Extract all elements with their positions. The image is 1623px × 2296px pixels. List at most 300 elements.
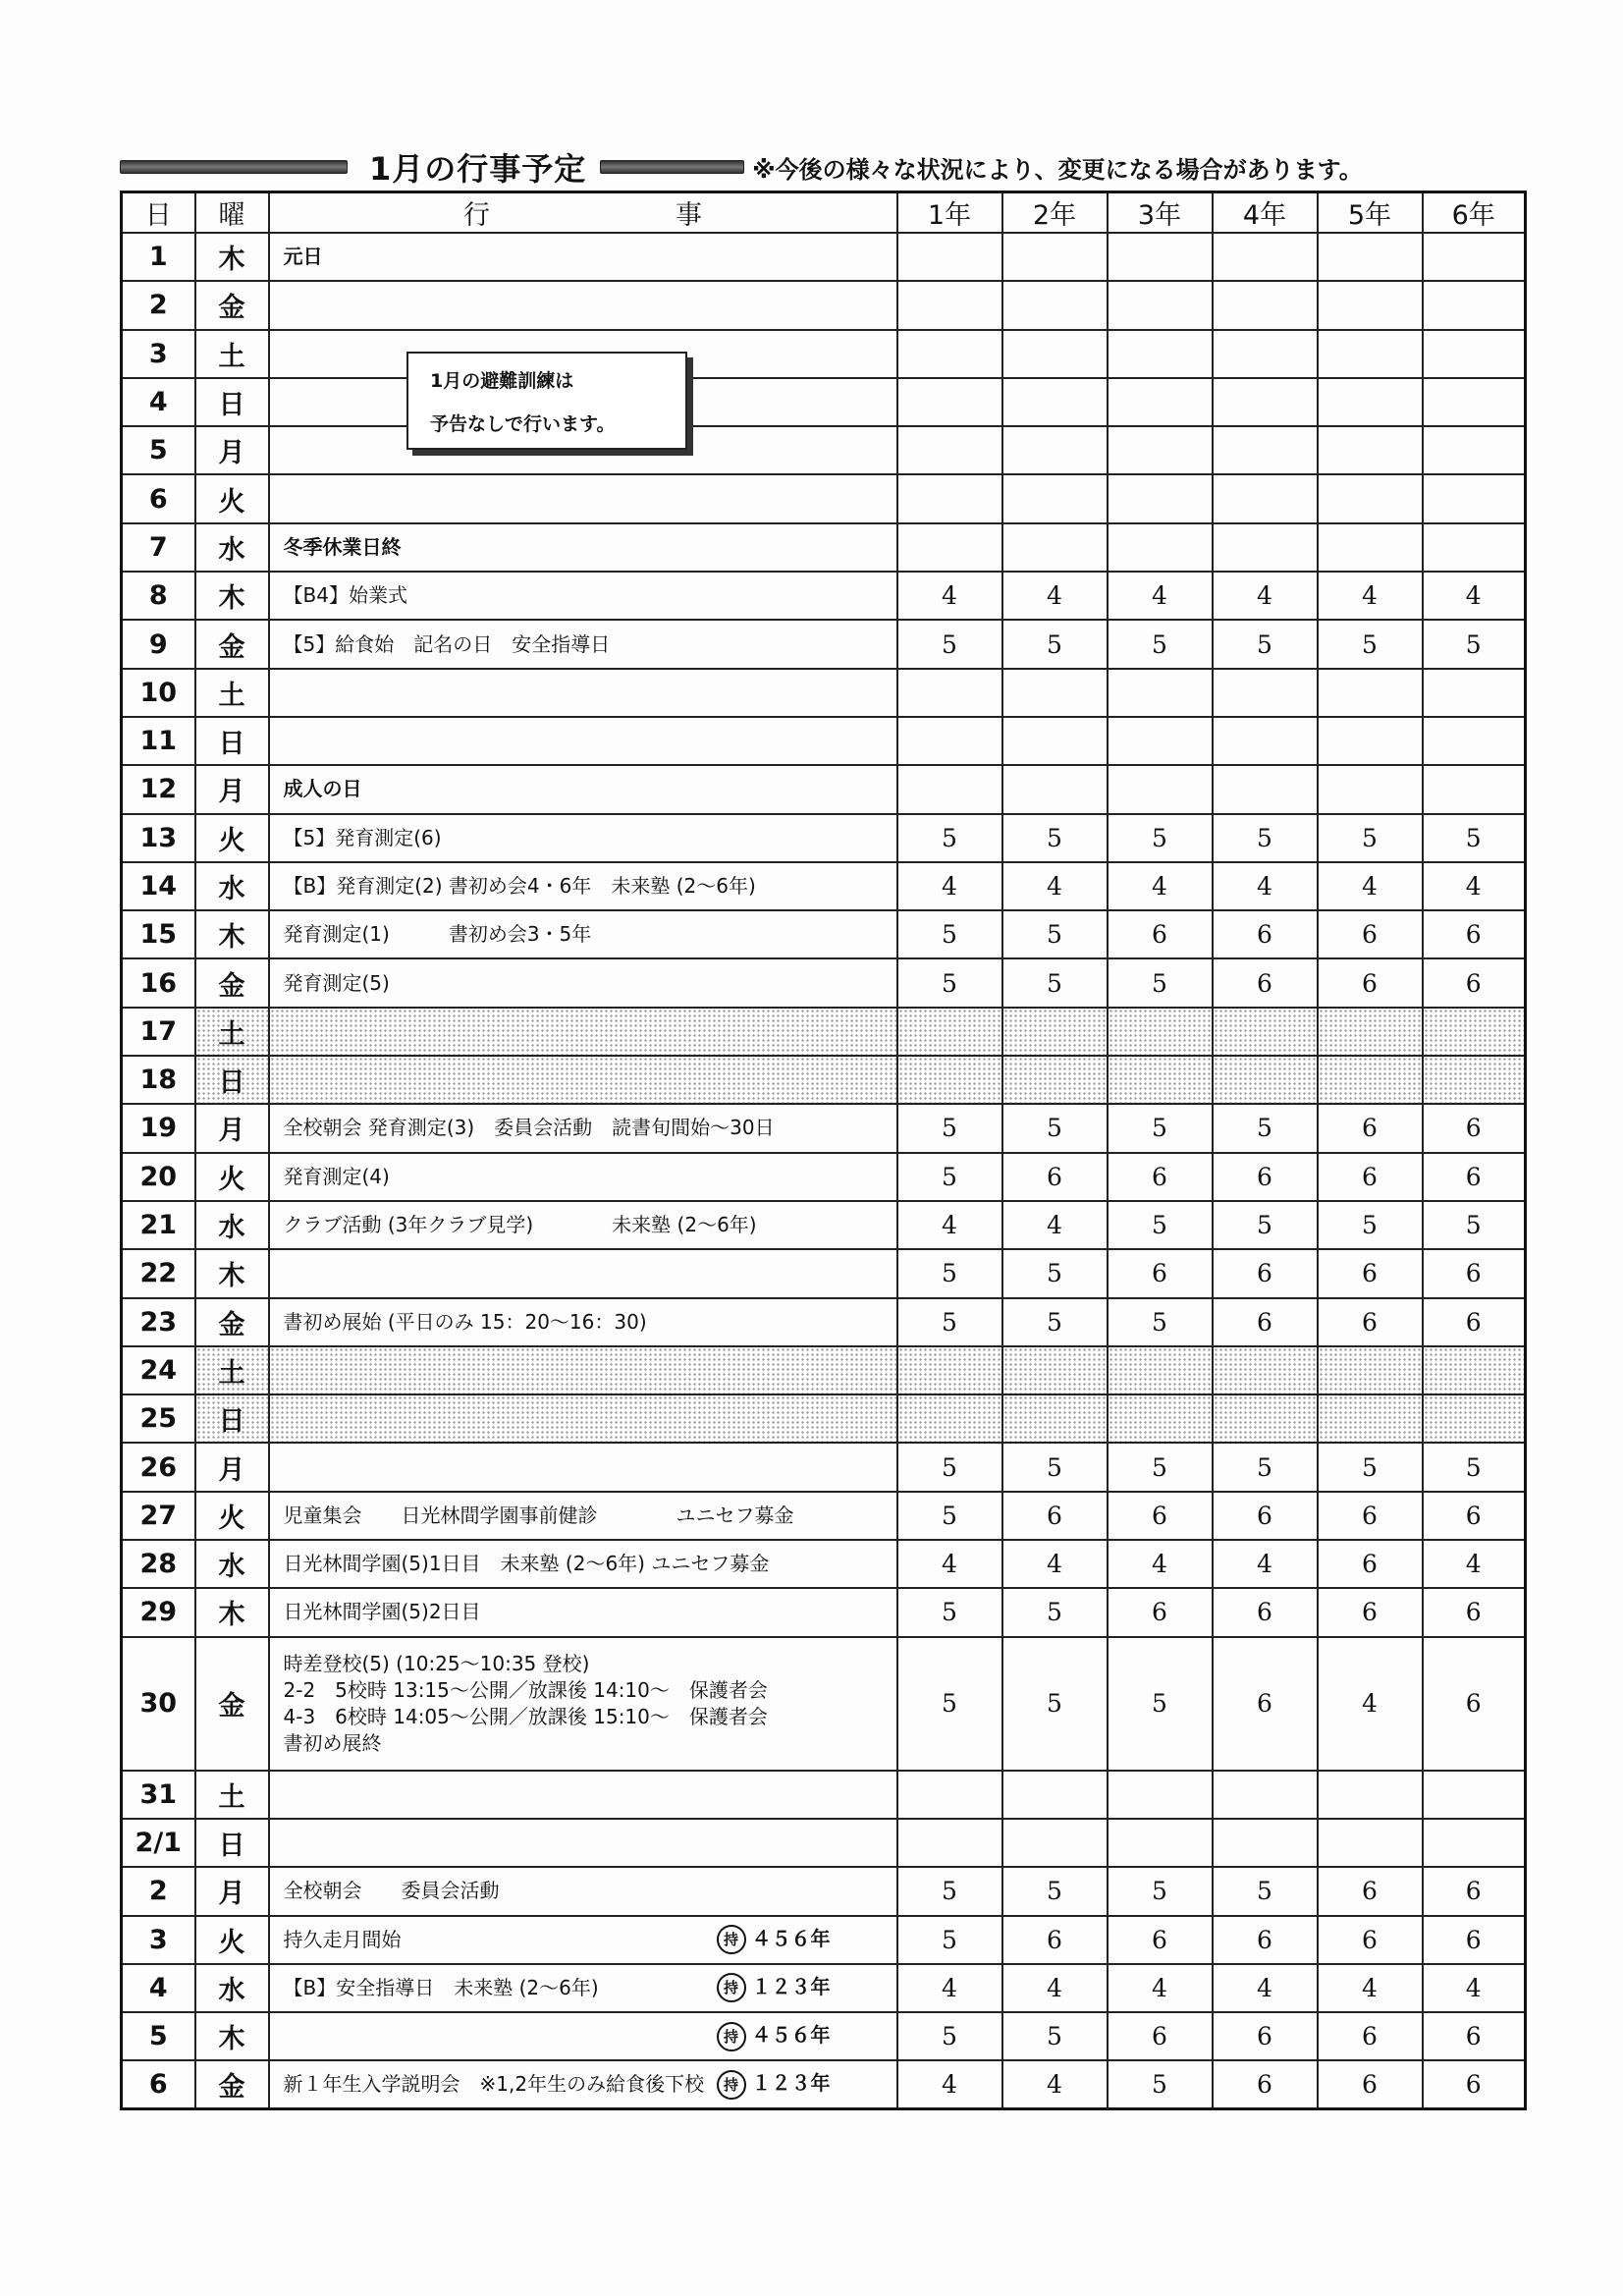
day-cell: 27 <box>122 1492 195 1540</box>
grade-6-periods <box>1423 1346 1526 1394</box>
event-cell: 全校朝会 発育測定(3) 委員会活動 読書旬間始〜30日 <box>269 1104 897 1152</box>
grade-4-periods <box>1213 1394 1318 1443</box>
mochi-grades: １２３年 <box>751 2071 831 2096</box>
weekday-cell: 火 <box>195 474 269 522</box>
day-cell: 3 <box>122 330 195 378</box>
grade-3-periods: 4 <box>1108 572 1213 620</box>
grade-1-periods: 4 <box>897 862 1002 910</box>
grade-6-periods: 6 <box>1423 910 1526 958</box>
weekday-cell: 金 <box>195 281 269 329</box>
grade-4-periods <box>1213 378 1318 426</box>
weekday-cell: 月 <box>195 1867 269 1915</box>
table-row <box>122 1492 1526 1540</box>
day-cell: 3 <box>122 1916 195 1964</box>
weekday-cell: 土 <box>195 669 269 717</box>
note-line-1: 1月の避難訓練は <box>430 370 574 392</box>
grade-6-periods: 6 <box>1423 2012 1526 2060</box>
grade-2-periods: 5 <box>1002 1298 1108 1346</box>
table-row <box>122 862 1526 910</box>
grade-1-periods: 5 <box>897 1588 1002 1636</box>
grade-2-periods <box>1002 1008 1108 1056</box>
grade-6-periods: 4 <box>1423 862 1526 910</box>
table-row <box>122 1916 1526 1964</box>
grade-6-periods: 5 <box>1423 620 1526 668</box>
grade-2-periods: 5 <box>1002 2012 1108 2060</box>
col-grade-6: 6年 <box>1423 192 1526 234</box>
grade-1-periods: 5 <box>897 1153 1002 1201</box>
table-row <box>122 1771 1526 1819</box>
day-cell: 21 <box>122 1201 195 1249</box>
grade-1-periods: 5 <box>897 1867 1002 1915</box>
event-cell <box>269 2060 897 2108</box>
grade-5-periods <box>1318 1056 1423 1104</box>
day-cell: 5 <box>122 426 195 474</box>
table-row <box>122 765 1526 813</box>
grade-3-periods: 5 <box>1108 1867 1213 1915</box>
event-cell: 【5】発育測定(6) <box>269 814 897 862</box>
grade-3-periods <box>1108 717 1213 765</box>
event-text: 持久走月間始 <box>283 1927 402 1951</box>
event-cell: 成人の日 <box>269 765 897 813</box>
weekday-cell: 木 <box>195 1249 269 1297</box>
endurance-run-badge <box>717 1925 831 1954</box>
event-cell: クラブ活動 (3年クラブ見学) 未来塾 (2〜6年) <box>269 1201 897 1249</box>
day-cell: 4 <box>122 378 195 426</box>
grade-4-periods <box>1213 765 1318 813</box>
event-cell: 日光林間学園(5)2日目 <box>269 1588 897 1636</box>
weekday-cell: 月 <box>195 1104 269 1152</box>
day-cell: 18 <box>122 1056 195 1104</box>
grade-5-periods: 6 <box>1318 1298 1423 1346</box>
grade-3-periods: 6 <box>1108 2012 1213 2060</box>
grade-2-periods <box>1002 330 1108 378</box>
weekday-cell: 土 <box>195 1771 269 1819</box>
day-cell: 6 <box>122 474 195 522</box>
grade-3-periods <box>1108 765 1213 813</box>
grade-3-periods <box>1108 669 1213 717</box>
grade-6-periods <box>1423 281 1526 329</box>
grade-5-periods <box>1318 669 1423 717</box>
grade-5-periods: 4 <box>1318 1964 1423 2012</box>
col-grade-4: 4年 <box>1213 192 1318 234</box>
grade-3-periods: 6 <box>1108 910 1213 958</box>
weekday-cell: 金 <box>195 1298 269 1346</box>
event-cell <box>269 1964 897 2012</box>
col-event: 行 事 <box>269 192 897 234</box>
day-cell: 13 <box>122 814 195 862</box>
event-cell <box>269 1443 897 1491</box>
table-row <box>122 378 1526 426</box>
event-cell: 発育測定(1) 書初め会3・5年 <box>269 910 897 958</box>
table-row <box>122 1249 1526 1297</box>
grade-2-periods <box>1002 1394 1108 1443</box>
weekday-cell: 土 <box>195 1346 269 1394</box>
grade-6-periods <box>1423 330 1526 378</box>
endurance-run-badge <box>717 2070 831 2100</box>
table-row <box>122 669 1526 717</box>
weekday-cell: 日 <box>195 1394 269 1443</box>
grade-5-periods: 4 <box>1318 862 1423 910</box>
header <box>120 145 1524 189</box>
grade-5-periods <box>1318 1771 1423 1819</box>
grade-6-periods: 6 <box>1423 1249 1526 1297</box>
day-cell: 25 <box>122 1394 195 1443</box>
grade-6-periods: 6 <box>1423 2060 1526 2108</box>
endurance-run-badge <box>717 1973 831 2002</box>
mochi-circle-icon: 持 <box>717 2022 746 2051</box>
grade-6-periods: 6 <box>1423 1153 1526 1201</box>
grade-5-periods: 6 <box>1318 1540 1423 1588</box>
grade-2-periods <box>1002 669 1108 717</box>
grade-1-periods: 5 <box>897 1104 1002 1152</box>
grade-4-periods <box>1213 233 1318 281</box>
grade-6-periods: 5 <box>1423 1201 1526 1249</box>
grade-3-periods <box>1108 281 1213 329</box>
grade-4-periods <box>1213 717 1318 765</box>
weekday-cell: 日 <box>195 1819 269 1867</box>
grade-4-periods: 6 <box>1213 910 1318 958</box>
grade-5-periods: 4 <box>1318 1637 1423 1771</box>
table-row <box>122 2060 1526 2108</box>
grade-6-periods <box>1423 426 1526 474</box>
weekday-cell: 木 <box>195 572 269 620</box>
grade-4-periods: 4 <box>1213 862 1318 910</box>
grade-6-periods <box>1423 1008 1526 1056</box>
day-cell: 1 <box>122 233 195 281</box>
grade-4-periods <box>1213 1346 1318 1394</box>
event-cell: 発育測定(5) <box>269 958 897 1007</box>
grade-6-periods <box>1423 523 1526 572</box>
grade-5-periods: 6 <box>1318 1588 1423 1636</box>
grade-1-periods <box>897 669 1002 717</box>
grade-1-periods <box>897 1346 1002 1394</box>
grade-5-periods: 6 <box>1318 1867 1423 1915</box>
grade-3-periods: 5 <box>1108 2060 1213 2108</box>
grade-3-periods <box>1108 523 1213 572</box>
weekday-cell: 木 <box>195 910 269 958</box>
grade-1-periods: 5 <box>897 1492 1002 1540</box>
grade-5-periods: 6 <box>1318 1916 1423 1964</box>
weekday-cell: 火 <box>195 1492 269 1540</box>
grade-5-periods <box>1318 1346 1423 1394</box>
grade-6-periods <box>1423 1819 1526 1867</box>
grade-3-periods: 6 <box>1108 1249 1213 1297</box>
grade-5-periods <box>1318 378 1423 426</box>
mochi-grades: ４５６年 <box>751 2023 831 2048</box>
grade-6-periods <box>1423 1394 1526 1443</box>
event-cell: 発育測定(4) <box>269 1153 897 1201</box>
event-cell <box>269 1394 897 1443</box>
day-cell: 6 <box>122 2060 195 2108</box>
col-grade-3: 3年 <box>1108 192 1213 234</box>
grade-4-periods <box>1213 1771 1318 1819</box>
weekday-cell: 水 <box>195 862 269 910</box>
day-cell: 24 <box>122 1346 195 1394</box>
grade-1-periods: 5 <box>897 910 1002 958</box>
mochi-circle-icon: 持 <box>717 1973 746 2002</box>
grade-1-periods: 5 <box>897 1298 1002 1346</box>
day-cell: 11 <box>122 717 195 765</box>
day-cell: 20 <box>122 1153 195 1201</box>
grade-6-periods: 6 <box>1423 1916 1526 1964</box>
table-row <box>122 1394 1526 1443</box>
table-row <box>122 620 1526 668</box>
grade-3-periods <box>1108 1819 1213 1867</box>
grade-3-periods <box>1108 426 1213 474</box>
grade-6-periods <box>1423 717 1526 765</box>
grade-3-periods <box>1108 474 1213 522</box>
day-cell: 29 <box>122 1588 195 1636</box>
grade-4-periods: 5 <box>1213 620 1318 668</box>
grade-6-periods: 4 <box>1423 1540 1526 1588</box>
grade-2-periods: 5 <box>1002 620 1108 668</box>
event-cell: 【5】給食始 記名の日 安全指導日 <box>269 620 897 668</box>
grade-6-periods <box>1423 378 1526 426</box>
event-cell <box>269 1056 897 1104</box>
col-grade-5: 5年 <box>1318 192 1423 234</box>
grade-2-periods: 4 <box>1002 1540 1108 1588</box>
table-row <box>122 1867 1526 1915</box>
grade-2-periods: 4 <box>1002 572 1108 620</box>
grade-1-periods: 5 <box>897 958 1002 1007</box>
event-cell <box>269 1008 897 1056</box>
grade-4-periods: 4 <box>1213 1964 1318 2012</box>
grade-4-periods <box>1213 1056 1318 1104</box>
grade-5-periods <box>1318 233 1423 281</box>
weekday-cell: 木 <box>195 233 269 281</box>
table-row <box>122 1056 1526 1104</box>
grade-3-periods <box>1108 1056 1213 1104</box>
grade-6-periods <box>1423 669 1526 717</box>
grade-5-periods <box>1318 1008 1423 1056</box>
weekday-cell: 金 <box>195 958 269 1007</box>
day-cell: 28 <box>122 1540 195 1588</box>
event-cell: 児童集会 日光林間学園事前健診 ユニセフ募金 <box>269 1492 897 1540</box>
title-bar-right <box>600 160 744 174</box>
day-cell: 30 <box>122 1637 195 1771</box>
grade-2-periods: 5 <box>1002 1637 1108 1771</box>
day-cell: 19 <box>122 1104 195 1152</box>
grade-3-periods <box>1108 233 1213 281</box>
grade-4-periods <box>1213 669 1318 717</box>
grade-4-periods: 6 <box>1213 1588 1318 1636</box>
grade-4-periods: 6 <box>1213 1492 1318 1540</box>
weekday-cell: 月 <box>195 765 269 813</box>
weekday-cell: 木 <box>195 1588 269 1636</box>
grade-5-periods: 5 <box>1318 620 1423 668</box>
grade-1-periods <box>897 330 1002 378</box>
grade-1-periods <box>897 1771 1002 1819</box>
grade-3-periods: 4 <box>1108 862 1213 910</box>
grade-2-periods: 5 <box>1002 1104 1108 1152</box>
table-row <box>122 1104 1526 1152</box>
table-row <box>122 233 1526 281</box>
grade-2-periods <box>1002 1771 1108 1819</box>
grade-1-periods: 4 <box>897 2060 1002 2108</box>
grade-1-periods <box>897 1394 1002 1443</box>
grade-4-periods: 4 <box>1213 1540 1318 1588</box>
grade-6-periods: 6 <box>1423 1298 1526 1346</box>
grade-2-periods: 6 <box>1002 1153 1108 1201</box>
grade-1-periods: 4 <box>897 1964 1002 2012</box>
weekday-cell: 水 <box>195 1964 269 2012</box>
table-row <box>122 1298 1526 1346</box>
day-cell: 14 <box>122 862 195 910</box>
day-cell: 17 <box>122 1008 195 1056</box>
grade-5-periods: 6 <box>1318 958 1423 1007</box>
grade-3-periods <box>1108 1771 1213 1819</box>
table-row <box>122 1008 1526 1056</box>
grade-2-periods <box>1002 233 1108 281</box>
grade-3-periods: 5 <box>1108 1298 1213 1346</box>
grade-5-periods: 6 <box>1318 1249 1423 1297</box>
weekday-cell: 日 <box>195 1056 269 1104</box>
evacuation-drill-note <box>406 352 687 450</box>
grade-4-periods: 5 <box>1213 1201 1318 1249</box>
grade-2-periods <box>1002 765 1108 813</box>
grade-3-periods: 5 <box>1108 814 1213 862</box>
weekday-cell: 土 <box>195 1008 269 1056</box>
grade-1-periods: 4 <box>897 572 1002 620</box>
grade-2-periods: 4 <box>1002 2060 1108 2108</box>
grade-1-periods <box>897 281 1002 329</box>
grade-1-periods <box>897 523 1002 572</box>
grade-4-periods <box>1213 426 1318 474</box>
day-cell: 2/1 <box>122 1819 195 1867</box>
weekday-cell: 金 <box>195 1637 269 1771</box>
grade-5-periods: 6 <box>1318 1104 1423 1152</box>
grade-6-periods <box>1423 474 1526 522</box>
grade-1-periods <box>897 717 1002 765</box>
table-row <box>122 958 1526 1007</box>
grade-6-periods: 6 <box>1423 958 1526 1007</box>
grade-4-periods: 5 <box>1213 814 1318 862</box>
grade-1-periods <box>897 233 1002 281</box>
grade-5-periods: 6 <box>1318 1492 1423 1540</box>
grade-2-periods <box>1002 1346 1108 1394</box>
grade-3-periods <box>1108 1394 1213 1443</box>
weekday-cell: 水 <box>195 1201 269 1249</box>
grade-2-periods: 4 <box>1002 1964 1108 2012</box>
event-cell <box>269 2012 897 2060</box>
table-row <box>122 910 1526 958</box>
grade-1-periods <box>897 1819 1002 1867</box>
table-row <box>122 474 1526 522</box>
grade-5-periods: 6 <box>1318 2060 1423 2108</box>
mochi-circle-icon: 持 <box>717 2070 746 2100</box>
grade-6-periods: 6 <box>1423 1588 1526 1636</box>
grade-4-periods: 6 <box>1213 1249 1318 1297</box>
endurance-run-badge <box>717 2022 831 2051</box>
grade-2-periods <box>1002 426 1108 474</box>
grade-5-periods: 5 <box>1318 1201 1423 1249</box>
grade-1-periods <box>897 378 1002 426</box>
grade-5-periods: 6 <box>1318 910 1423 958</box>
grade-2-periods <box>1002 1056 1108 1104</box>
grade-6-periods: 6 <box>1423 1492 1526 1540</box>
grade-4-periods: 4 <box>1213 572 1318 620</box>
event-cell <box>269 1771 897 1819</box>
grade-2-periods: 5 <box>1002 1867 1108 1915</box>
grade-2-periods <box>1002 523 1108 572</box>
event-text: 新１年生入学説明会 ※1,2年生のみ給食後下校 <box>283 2072 705 2097</box>
grade-2-periods <box>1002 474 1108 522</box>
table-row <box>122 814 1526 862</box>
event-cell <box>269 1916 897 1964</box>
day-cell: 15 <box>122 910 195 958</box>
table-row <box>122 1443 1526 1491</box>
grade-4-periods: 6 <box>1213 1298 1318 1346</box>
grade-5-periods <box>1318 474 1423 522</box>
day-cell: 9 <box>122 620 195 668</box>
grade-3-periods <box>1108 378 1213 426</box>
day-cell: 31 <box>122 1771 195 1819</box>
col-weekday: 曜 <box>195 192 269 234</box>
grade-3-periods: 6 <box>1108 1916 1213 1964</box>
table-row <box>122 2012 1526 2060</box>
grade-5-periods <box>1318 1819 1423 1867</box>
event-cell <box>269 1249 897 1297</box>
table-row <box>122 523 1526 572</box>
event-cell: 日光林間学園(5)1日目 未来塾 (2〜6年) ユニセフ募金 <box>269 1540 897 1588</box>
weekday-cell: 日 <box>195 378 269 426</box>
event-cell <box>269 281 897 329</box>
weekday-cell: 金 <box>195 2060 269 2108</box>
weekday-cell: 水 <box>195 523 269 572</box>
grade-3-periods: 5 <box>1108 1201 1213 1249</box>
col-day: 日 <box>122 192 195 234</box>
day-cell: 16 <box>122 958 195 1007</box>
day-cell: 5 <box>122 2012 195 2060</box>
grade-4-periods: 5 <box>1213 1104 1318 1152</box>
grade-3-periods: 5 <box>1108 620 1213 668</box>
grade-3-periods: 4 <box>1108 1964 1213 2012</box>
col-grade-2: 2年 <box>1002 192 1108 234</box>
day-cell: 23 <box>122 1298 195 1346</box>
table-row <box>122 1153 1526 1201</box>
weekday-cell: 水 <box>195 1540 269 1588</box>
grade-2-periods <box>1002 717 1108 765</box>
event-cell: 全校朝会 委員会活動 <box>269 1867 897 1915</box>
grade-2-periods: 5 <box>1002 814 1108 862</box>
grade-3-periods: 6 <box>1108 1588 1213 1636</box>
grade-6-periods: 6 <box>1423 1104 1526 1152</box>
grade-5-periods <box>1318 717 1423 765</box>
table-row <box>122 1588 1526 1636</box>
grade-3-periods <box>1108 330 1213 378</box>
table-row <box>122 1201 1526 1249</box>
grade-1-periods <box>897 474 1002 522</box>
grade-4-periods <box>1213 1819 1318 1867</box>
grade-5-periods: 6 <box>1318 2012 1423 2060</box>
grade-6-periods: 5 <box>1423 814 1526 862</box>
grade-6-periods <box>1423 233 1526 281</box>
table-row <box>122 1819 1526 1867</box>
grade-2-periods: 5 <box>1002 958 1108 1007</box>
grade-3-periods: 5 <box>1108 1104 1213 1152</box>
day-cell: 2 <box>122 281 195 329</box>
grade-2-periods: 5 <box>1002 1588 1108 1636</box>
grade-5-periods <box>1318 523 1423 572</box>
grade-5-periods: 6 <box>1318 1153 1423 1201</box>
grade-5-periods <box>1318 426 1423 474</box>
grade-4-periods: 6 <box>1213 2060 1318 2108</box>
event-cell: 冬季休業日終 <box>269 523 897 572</box>
grade-3-periods: 5 <box>1108 958 1213 1007</box>
grade-4-periods: 5 <box>1213 1443 1318 1491</box>
event-cell <box>269 669 897 717</box>
weekday-cell: 火 <box>195 1153 269 1201</box>
